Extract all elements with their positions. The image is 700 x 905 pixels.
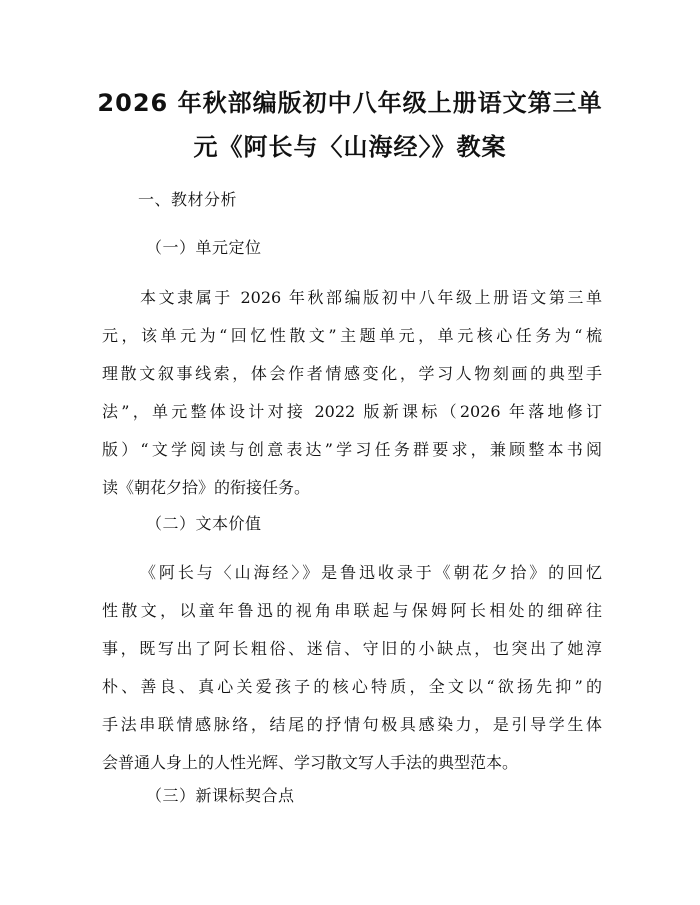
paragraph-line: 《阿长与〈山海经〉》是鲁迅收录于《朝花夕拾》的回忆 — [140, 563, 602, 582]
subsection-heading-text-value: （二）文本价值 — [146, 514, 262, 533]
section-heading-teaching-material-analysis: 一、教材分析 — [138, 190, 238, 209]
document-title-line-2: 元《阿长与〈山海经〉》教案 — [193, 133, 507, 161]
paragraph-line: 本文隶属于 2026 年秋部编版初中八年级上册语文第三单 — [140, 288, 602, 307]
paragraph-line: 朴、善良、真心关爱孩子的核心特质，全文以“欲扬先抑”的 — [102, 677, 602, 696]
document-title-line-1: 2026 年秋部编版初中八年级上册语文第三单 — [97, 89, 603, 117]
paragraph-line: 元，该单元为“回忆性散文”主题单元，单元核心任务为“梳 — [102, 326, 602, 345]
subsection-heading-curriculum-fit: （三）新课标契合点 — [146, 786, 295, 805]
paragraph-line: 事，既写出了阿长粗俗、迷信、守旧的小缺点，也突出了她淳 — [102, 639, 602, 658]
paragraph-line: 会普通人身上的人性光辉、学习散文写人手法的典型范本。 — [102, 753, 519, 772]
paragraph-line: 法”，单元整体设计对接 2022 版新课标（2026 年落地修订 — [102, 402, 602, 421]
subsection-heading-unit-positioning: （一）单元定位 — [146, 238, 262, 257]
paragraph-line: 理散文叙事线索，体会作者情感变化，学习人物刻画的典型手 — [102, 364, 602, 383]
paragraph-line: 手法串联情感脉络，结尾的抒情句极具感染力，是引导学生体 — [102, 715, 602, 734]
paragraph-line: 性散文，以童年鲁迅的视角串联起与保姆阿长相处的细碎往 — [102, 601, 602, 620]
paragraph-line: 读《朝花夕拾》的衔接任务。 — [102, 478, 311, 497]
paragraph-line: 版）“文学阅读与创意表达”学习任务群要求，兼顾整本书阅 — [102, 440, 602, 459]
